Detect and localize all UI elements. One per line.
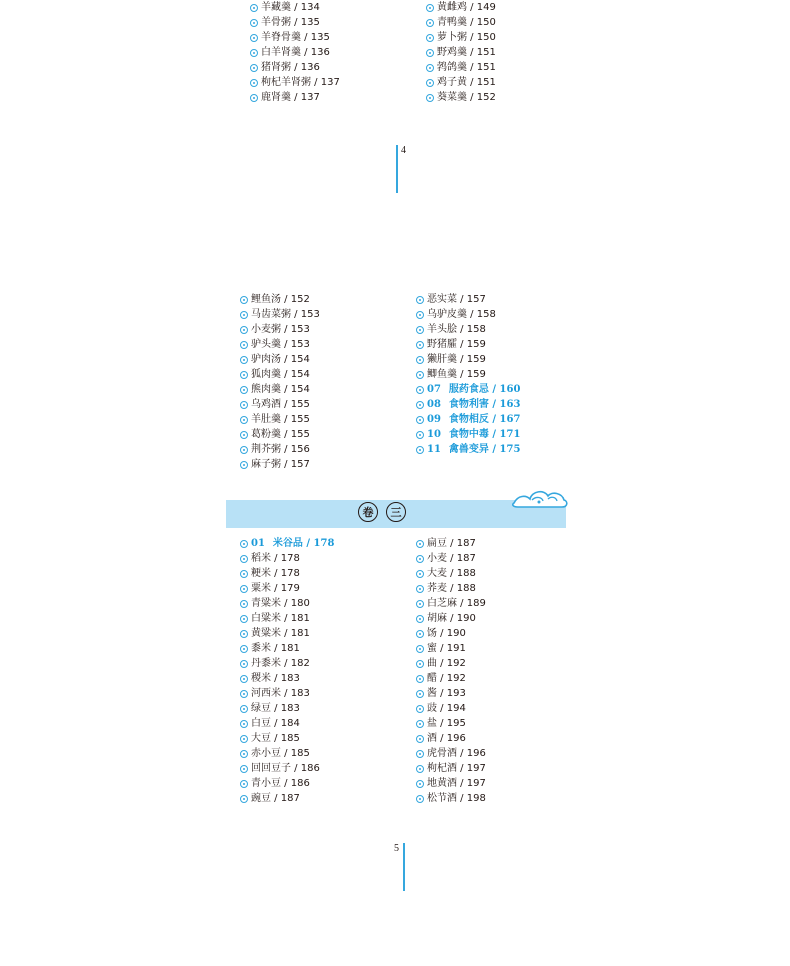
bullet-icon	[250, 49, 258, 57]
bullet-icon	[240, 720, 248, 728]
bullet-icon	[416, 645, 424, 653]
top-right-column	[426, 0, 496, 105]
toc-section-entry	[416, 382, 520, 397]
bullet-icon	[240, 660, 248, 668]
toc-entry	[250, 75, 340, 90]
bullet-icon	[426, 49, 434, 57]
cloud-ornament-icon	[512, 487, 568, 509]
toc-entry-text: 黄雌鸡 / 149	[437, 2, 496, 13]
toc-entry-text: 麻子粥 / 157	[251, 459, 310, 470]
toc-entry	[416, 746, 486, 761]
bullet-icon	[240, 326, 248, 334]
section-number: 10	[427, 429, 441, 440]
toc-entry	[240, 731, 334, 746]
toc-entry-text: 黄粱米 / 181	[251, 628, 310, 639]
toc-entry-text: 鲫鱼羹 / 159	[427, 369, 486, 380]
toc-entry-text: 羊肚羹 / 155	[251, 414, 310, 425]
toc-entry	[416, 776, 486, 791]
toc-entry	[416, 352, 520, 367]
toc-entry-text: 葵菜羹 / 152	[437, 92, 496, 103]
bullet-icon	[240, 735, 248, 743]
volume-title	[358, 502, 406, 522]
toc-entry-text: 獭肝羹 / 159	[427, 354, 486, 365]
bullet-icon	[416, 555, 424, 563]
bullet-icon	[240, 705, 248, 713]
toc-entry-text: 赤小豆 / 185	[251, 748, 310, 759]
toc-entry-text: 乌驴皮羹 / 158	[427, 309, 496, 320]
toc-entry-text: 鹁鸽羹 / 151	[437, 62, 496, 73]
bullet-icon	[416, 431, 424, 439]
bullet-icon	[426, 4, 434, 12]
section-title: 米谷品 / 178	[272, 538, 335, 549]
toc-entry	[416, 581, 486, 596]
bullet-icon	[250, 79, 258, 87]
toc-entry	[426, 30, 496, 45]
toc-entry-text: 熊肉羹 / 154	[251, 384, 310, 395]
toc-entry	[240, 581, 334, 596]
page-number-top: 4	[401, 145, 406, 156]
toc-entry	[416, 337, 520, 352]
toc-entry	[240, 566, 334, 581]
section-number: 09	[427, 414, 441, 425]
bullet-icon	[250, 94, 258, 102]
toc-entry-text: 青粱米 / 180	[251, 598, 310, 609]
toc-entry-text: 大豆 / 185	[251, 733, 300, 744]
toc-entry-text: 白豆 / 184	[251, 718, 300, 729]
toc-section-entry	[240, 536, 334, 551]
toc-entry	[240, 412, 320, 427]
toc-entry-text: 荞麦 / 188	[427, 583, 476, 594]
bullet-icon	[416, 570, 424, 578]
toc-entry	[240, 776, 334, 791]
toc-entry-text: 驴头羹 / 153	[251, 339, 310, 350]
toc-entry	[240, 746, 334, 761]
toc-entry	[416, 671, 486, 686]
bullet-icon	[240, 356, 248, 364]
bullet-icon	[240, 431, 248, 439]
toc-entry-text: 鲤鱼汤 / 152	[251, 294, 310, 305]
toc-entry-text: 河西米 / 183	[251, 688, 310, 699]
lower-right-column	[416, 536, 486, 806]
toc-entry-text: 胡麻 / 190	[427, 613, 476, 624]
toc-entry-text: 羊脊骨羹 / 135	[261, 32, 330, 43]
toc-entry	[416, 641, 486, 656]
section-number: 01	[251, 538, 265, 549]
section-title: 禽兽变异 / 175	[448, 444, 521, 455]
toc-entry	[250, 60, 340, 75]
bullet-icon	[240, 371, 248, 379]
toc-entry	[240, 382, 320, 397]
toc-entry	[240, 761, 334, 776]
bullet-icon	[240, 585, 248, 593]
toc-entry-text: 地黄酒 / 197	[427, 778, 486, 789]
bullet-icon	[240, 690, 248, 698]
bullet-icon	[416, 341, 424, 349]
toc-entry-text: 白粱米 / 181	[251, 613, 310, 624]
section-title: 服药食忌 / 160	[448, 384, 521, 395]
toc-entry	[240, 457, 320, 472]
toc-entry	[240, 791, 334, 806]
volume-title-char: 三	[386, 502, 406, 522]
toc-entry-text: 回回豆子 / 186	[251, 763, 320, 774]
bullet-icon	[240, 750, 248, 758]
toc-entry	[240, 442, 320, 457]
bullet-icon	[416, 705, 424, 713]
toc-entry-text: 醋 / 192	[427, 673, 466, 684]
toc-entry	[416, 701, 486, 716]
page-divider-line-bottom	[403, 843, 405, 891]
toc-entry-text: 马齿菜粥 / 153	[251, 309, 320, 320]
toc-entry-text: 鹿肾羹 / 137	[261, 92, 320, 103]
toc-entry-text: 白芝麻 / 189	[427, 598, 486, 609]
toc-entry	[240, 611, 334, 626]
bullet-icon	[426, 64, 434, 72]
bullet-icon	[240, 555, 248, 563]
bullet-icon	[240, 630, 248, 638]
toc-section-entry	[416, 427, 520, 442]
toc-entry-text: 羊藏羹 / 134	[261, 2, 320, 13]
bullet-icon	[416, 675, 424, 683]
toc-entry	[416, 367, 520, 382]
bullet-icon	[240, 600, 248, 608]
toc-entry	[416, 626, 486, 641]
bullet-icon	[240, 311, 248, 319]
toc-entry	[416, 322, 520, 337]
toc-entry-text: 小麦 / 187	[427, 553, 476, 564]
bullet-icon	[416, 585, 424, 593]
lower-left-column	[240, 536, 334, 806]
bullet-icon	[240, 795, 248, 803]
toc-section-entry	[416, 397, 520, 412]
toc-entry	[250, 90, 340, 105]
toc-entry	[426, 45, 496, 60]
toc-entry-text: 稷米 / 183	[251, 673, 300, 684]
toc-entry-text: 小麦粥 / 153	[251, 324, 310, 335]
toc-entry	[240, 352, 320, 367]
toc-entry	[416, 551, 486, 566]
bullet-icon	[240, 570, 248, 578]
toc-entry	[426, 15, 496, 30]
toc-entry	[240, 427, 320, 442]
bullet-icon	[416, 795, 424, 803]
toc-entry-text: 酒 / 196	[427, 733, 466, 744]
bullet-icon	[426, 19, 434, 27]
toc-entry-text: 粟米 / 179	[251, 583, 300, 594]
bullet-icon	[416, 735, 424, 743]
toc-entry	[416, 656, 486, 671]
toc-entry	[240, 656, 334, 671]
bullet-icon	[416, 780, 424, 788]
toc-entry-text: 狐肉羹 / 154	[251, 369, 310, 380]
toc-entry-text: 黍米 / 181	[251, 643, 300, 654]
toc-entry	[416, 307, 520, 322]
toc-entry-text: 恶实菜 / 157	[427, 294, 486, 305]
bullet-icon	[240, 780, 248, 788]
toc-entry-text: 野鸡羹 / 151	[437, 47, 496, 58]
bullet-icon	[426, 34, 434, 42]
toc-entry-text: 曲 / 192	[427, 658, 466, 669]
bullet-icon	[426, 94, 434, 102]
toc-entry-text: 绿豆 / 183	[251, 703, 300, 714]
toc-entry-text: 扁豆 / 187	[427, 538, 476, 549]
bullet-icon	[416, 311, 424, 319]
bullet-icon	[426, 79, 434, 87]
bullet-icon	[416, 765, 424, 773]
toc-entry	[416, 292, 520, 307]
bullet-icon	[416, 446, 424, 454]
bullet-icon	[416, 401, 424, 409]
toc-entry	[240, 701, 334, 716]
upper-left-column	[240, 292, 320, 472]
toc-entry	[240, 671, 334, 686]
toc-entry	[240, 626, 334, 641]
bullet-icon	[416, 371, 424, 379]
toc-entry	[426, 90, 496, 105]
toc-entry-text: 萝卜粥 / 150	[437, 32, 496, 43]
bullet-icon	[416, 615, 424, 623]
toc-entry-text: 豉 / 194	[427, 703, 466, 714]
toc-entry-text: 枸杞羊肾粥 / 137	[261, 77, 340, 88]
toc-entry	[250, 0, 340, 15]
toc-entry	[250, 30, 340, 45]
toc-entry-text: 乌鸡酒 / 155	[251, 399, 310, 410]
bullet-icon	[240, 675, 248, 683]
section-number: 07	[427, 384, 441, 395]
toc-entry	[426, 60, 496, 75]
bullet-icon	[240, 645, 248, 653]
bullet-icon	[416, 600, 424, 608]
toc-entry-text: 白羊肾羹 / 136	[261, 47, 330, 58]
toc-section-entry	[416, 412, 520, 427]
toc-entry-text: 丹黍米 / 182	[251, 658, 310, 669]
toc-entry	[416, 596, 486, 611]
section-number: 08	[427, 399, 441, 410]
toc-entry-text: 虎骨酒 / 196	[427, 748, 486, 759]
toc-entry-text: 荆芥粥 / 156	[251, 444, 310, 455]
bullet-icon	[240, 540, 248, 548]
toc-entry	[416, 566, 486, 581]
bullet-icon	[240, 615, 248, 623]
toc-entry	[240, 292, 320, 307]
toc-entry	[426, 0, 496, 15]
bullet-icon	[240, 386, 248, 394]
toc-entry-text: 大麦 / 188	[427, 568, 476, 579]
bullet-icon	[416, 356, 424, 364]
toc-entry	[250, 45, 340, 60]
toc-entry	[250, 15, 340, 30]
toc-entry	[240, 641, 334, 656]
toc-entry-text: 松节酒 / 198	[427, 793, 486, 804]
page-number-bottom: 5	[394, 843, 399, 854]
page-divider-line-top	[396, 145, 398, 193]
toc-entry-text: 青鸭羹 / 150	[437, 17, 496, 28]
toc-entry-text: 粳米 / 178	[251, 568, 300, 579]
bullet-icon	[240, 296, 248, 304]
bullet-icon	[240, 765, 248, 773]
toc-entry	[416, 791, 486, 806]
toc-entry-text: 蜜 / 191	[427, 643, 466, 654]
toc-entry	[240, 322, 320, 337]
bullet-icon	[416, 540, 424, 548]
bullet-icon	[240, 401, 248, 409]
bullet-icon	[240, 446, 248, 454]
toc-entry	[240, 367, 320, 382]
toc-entry	[240, 397, 320, 412]
toc-entry-text: 鸡子黄 / 151	[437, 77, 496, 88]
toc-entry	[240, 716, 334, 731]
section-number: 11	[427, 444, 441, 455]
toc-entry-text: 豌豆 / 187	[251, 793, 300, 804]
bullet-icon	[240, 341, 248, 349]
toc-entry-text: 葛粉羹 / 155	[251, 429, 310, 440]
bullet-icon	[250, 4, 258, 12]
bullet-icon	[416, 630, 424, 638]
toc-entry	[416, 761, 486, 776]
toc-section-entry	[416, 442, 520, 457]
bullet-icon	[416, 690, 424, 698]
section-title: 食物中毒 / 171	[448, 429, 521, 440]
bullet-icon	[416, 416, 424, 424]
toc-entry-text: 青小豆 / 186	[251, 778, 310, 789]
bullet-icon	[250, 19, 258, 27]
bullet-icon	[250, 34, 258, 42]
toc-entry-text: 稻米 / 178	[251, 553, 300, 564]
toc-entry	[416, 686, 486, 701]
bullet-icon	[416, 660, 424, 668]
toc-entry-text: 枸杞酒 / 197	[427, 763, 486, 774]
toc-entry	[416, 536, 486, 551]
toc-entry-text: 驴肉汤 / 154	[251, 354, 310, 365]
toc-entry-text: 酱 / 193	[427, 688, 466, 699]
toc-entry	[416, 731, 486, 746]
upper-right-column	[416, 292, 520, 457]
bullet-icon	[416, 326, 424, 334]
toc-entry-text: 猪肾粥 / 136	[261, 62, 320, 73]
toc-entry	[240, 686, 334, 701]
toc-entry	[240, 551, 334, 566]
toc-entry	[426, 75, 496, 90]
top-left-column	[250, 0, 340, 105]
bullet-icon	[240, 416, 248, 424]
volume-title-char: 卷	[358, 502, 378, 522]
toc-entry	[240, 307, 320, 322]
toc-entry-text: 羊骨粥 / 135	[261, 17, 320, 28]
toc-entry-text: 野猪臛 / 159	[427, 339, 486, 350]
toc-entry-text: 羊头脍 / 158	[427, 324, 486, 335]
toc-entry	[240, 337, 320, 352]
bullet-icon	[416, 296, 424, 304]
bullet-icon	[416, 386, 424, 394]
toc-entry	[416, 716, 486, 731]
section-title: 食物利害 / 163	[448, 399, 521, 410]
toc-entry-text: 盐 / 195	[427, 718, 466, 729]
toc-entry	[240, 596, 334, 611]
bullet-icon	[250, 64, 258, 72]
bullet-icon	[240, 461, 248, 469]
toc-entry	[416, 611, 486, 626]
bullet-icon	[416, 720, 424, 728]
bullet-icon	[416, 750, 424, 758]
section-title: 食物相反 / 167	[448, 414, 521, 425]
toc-entry-text: 饧 / 190	[427, 628, 466, 639]
